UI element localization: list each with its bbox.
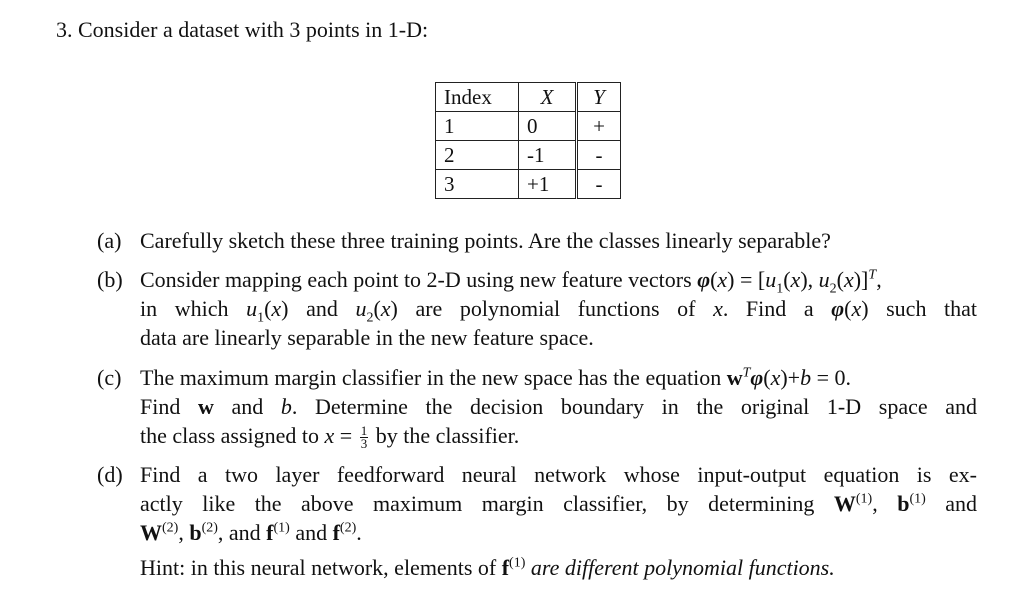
cell-x: 0	[519, 112, 577, 141]
question-number: 3.	[56, 17, 73, 42]
part-d-label: (d)	[97, 462, 123, 487]
header-y: Y	[577, 83, 621, 112]
part-d-hint: Hint: in this neural network, elements of $f^{(1)}$ are different polynomial functions.	[140, 555, 835, 580]
part-c-line-2: Find w and b. Determine the decision boundary in the original 1-D space and	[140, 394, 977, 419]
part-c-line-1: The maximum margin classifier in the new space has the equation $w^T\varphi(x)+b = 0$.	[140, 365, 852, 390]
question-header	[56, 17, 428, 43]
cell-y: -	[577, 170, 621, 199]
cell-index: 3	[436, 170, 519, 199]
cell-x: +1	[519, 170, 577, 199]
cell-index: 1	[436, 112, 519, 141]
table-row	[436, 141, 621, 170]
part-b-line-3: data are linearly separable in the new feature space.	[140, 325, 594, 350]
part-a-text: Carefully sketch these three training points. Are the classes linearly separable?	[140, 228, 831, 253]
cell-y: +	[577, 112, 621, 141]
part-c-line-3: the class assigned to x = $\frac{1}{3}$ by the classifier.	[140, 423, 520, 452]
part-d-line-3: $W^{(2)}$, $b^{(2)}$, and $f^{(1)}$ and $f^{(2)}$.	[140, 520, 362, 545]
table-row	[436, 112, 621, 141]
cell-x: -1	[519, 141, 577, 170]
header-index: Index	[436, 83, 519, 112]
part-b-line-2: in which $u_1(x)$ and $u_2(x)$ are polynomial functions of x. Find a φ(x) such that	[140, 296, 978, 326]
dataset-table	[435, 82, 621, 199]
part-d-line-2: actly like the above maximum margin classifier, by determining $W^{(1)}$, $b^{(1)}$ and	[140, 491, 978, 516]
table-header-row	[436, 83, 621, 112]
table-row	[436, 170, 621, 199]
header-x: X	[519, 83, 577, 112]
fraction: $\frac{1}{3}$	[360, 423, 368, 452]
part-c-label: (c)	[97, 365, 122, 390]
part-b-line-1: Consider mapping each point to 2-D using new feature vectors $\varphi(x) = [u_1(x)$, $u_2(x)]^T$,	[140, 267, 882, 297]
part-d-line-1: Find a two layer feedforward neural network whose input-output equation is ex-	[140, 462, 977, 487]
part-b-label: (b)	[97, 267, 123, 292]
part-a-label: (a)	[97, 228, 122, 253]
cell-y: -	[577, 141, 621, 170]
question-text: Consider a dataset with 3 points in 1-D:	[78, 17, 429, 42]
cell-index: 2	[436, 141, 519, 170]
